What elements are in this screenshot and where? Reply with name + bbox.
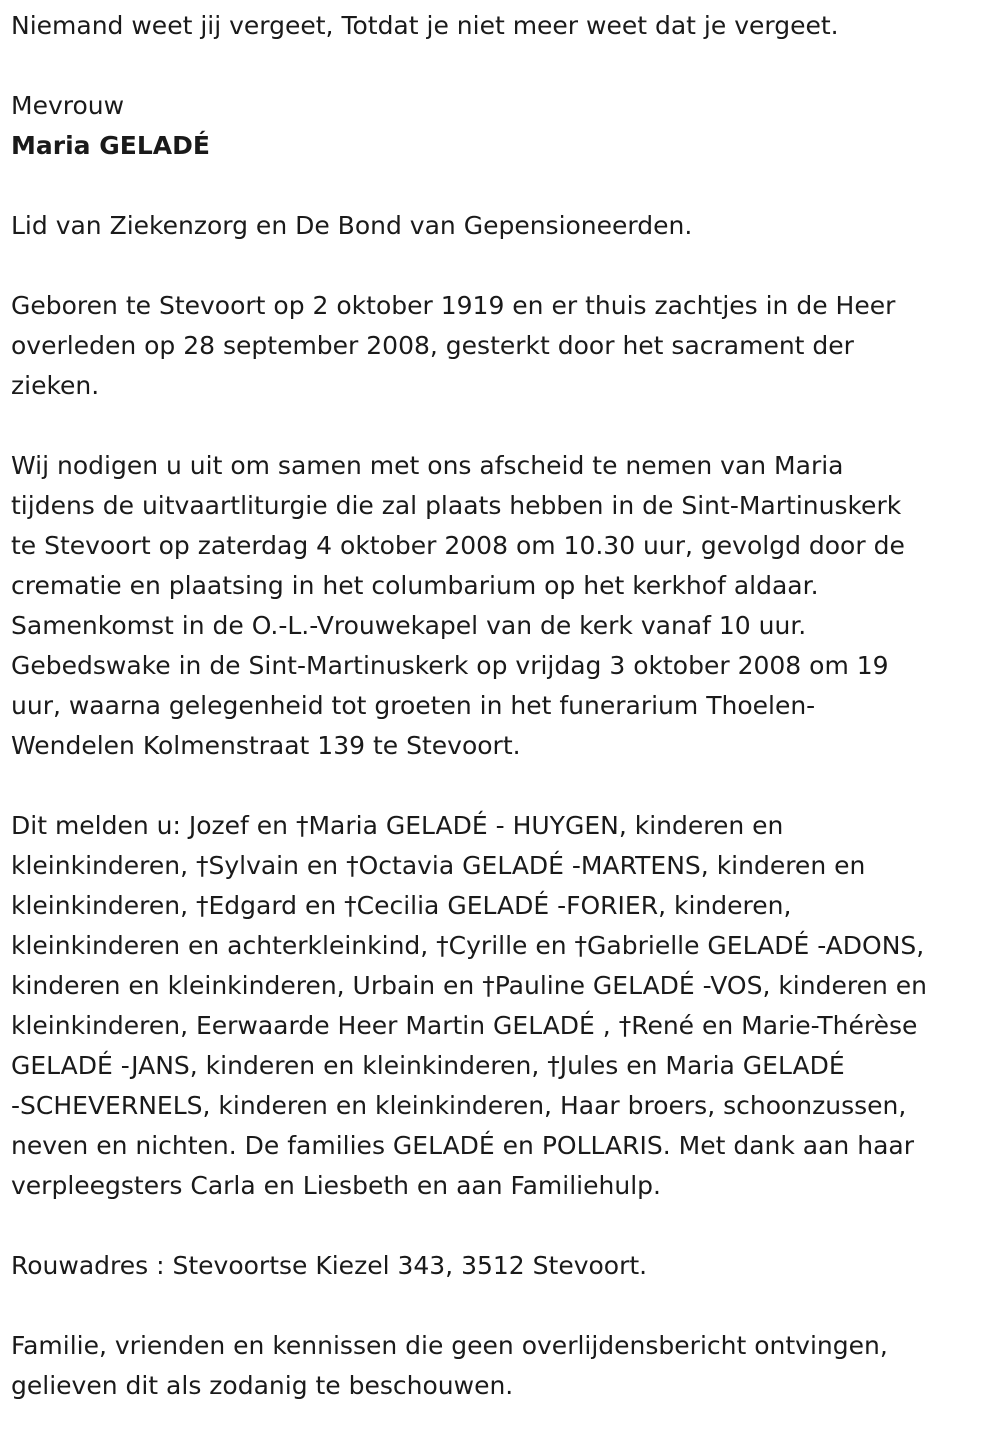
spacer [11,246,986,286]
closing-paragraph [11,1326,986,1406]
spacer [11,166,986,206]
obituary-document [11,6,986,1406]
paragraph-line: gelieven dit als zodanig te beschouwen. [11,1371,514,1400]
deceased-name: Maria GELADÉ [11,131,210,160]
paragraph-line: crematie en plaatsing in het columbarium op het kerkhof aldaar. [11,571,819,600]
paragraph-line: verpleegsters Carla en Liesbeth en aan Familiehulp. [11,1171,661,1200]
paragraph-line: Samenkomst in de O.-L.-Vrouwekapel van de kerk vanaf 10 uur. [11,611,807,640]
paragraph-line: kinderen en kleinkinderen, Urbain en †Pauline GELADÉ -VOS, kinderen en [11,971,927,1000]
spacer [11,1286,986,1326]
paragraph-line: kleinkinderen en achterkleinkind, †Cyrille en †Gabrielle GELADÉ -ADONS, [11,931,925,960]
paragraph-line: zieken. [11,371,100,400]
paragraph-line: uur, waarna gelegenheid tot groeten in het funerarium Thoelen- [11,691,816,720]
paragraph-line: neven en nichten. De families GELADÉ en POLLARIS. Met dank aan haar [11,1131,914,1160]
birth-death-paragraph [11,286,986,406]
paragraph-line: kleinkinderen, Eerwaarde Heer Martin GELADÉ , †René en Marie-Thérèse [11,1011,918,1040]
paragraph-line: GELADÉ -JANS, kinderen en kleinkinderen, †Jules en Maria GELADÉ [11,1051,845,1080]
title-prefix: Mevrouw [11,91,125,120]
spacer [11,46,986,86]
opening-quote: Niemand weet jij vergeet, Totdat je niet meer weet dat je vergeet. [11,11,839,40]
mourning-address: Rouwadres : Stevoortse Kiezel 343, 3512 Stevoort. [11,1251,648,1280]
invitation-paragraph [11,446,986,766]
paragraph-line: kleinkinderen, †Edgard en †Cecilia GELADÉ -FORIER, kinderen, [11,891,792,920]
paragraph-line: Familie, vrienden en kennissen die geen overlijdensbericht ontvingen, [11,1331,888,1360]
spacer [11,766,986,806]
paragraph-line: Wij nodigen u uit om samen met ons afscheid te nemen van Maria [11,451,844,480]
paragraph-line: te Stevoort op zaterdag 4 oktober 2008 om 10.30 uur, gevolgd door de [11,531,905,560]
paragraph-line: kleinkinderen, †Sylvain en †Octavia GELADÉ -MARTENS, kinderen en [11,851,866,880]
paragraph-line: tijdens de uitvaartliturgie die zal plaats hebben in de Sint-Martinuskerk [11,491,902,520]
paragraph-line: Geboren te Stevoort op 2 oktober 1919 en er thuis zachtjes in de Heer [11,291,896,320]
spacer [11,1206,986,1246]
paragraph-line: Dit melden u: Jozef en †Maria GELADÉ - HUYGEN, kinderen en [11,811,784,840]
paragraph-line: overleden op 28 september 2008, gesterkt door het sacrament der [11,331,854,360]
paragraph-line: -SCHEVERNELS, kinderen en kleinkinderen, Haar broers, schoonzussen, [11,1091,907,1120]
paragraph-line: Wendelen Kolmenstraat 139 te Stevoort. [11,731,521,760]
family-paragraph [11,806,986,1206]
paragraph-line: Gebedswake in de Sint-Martinuskerk op vrijdag 3 oktober 2008 om 19 [11,651,889,680]
spacer [11,406,986,446]
membership-text: Lid van Ziekenzorg en De Bond van Gepensioneerden. [11,211,693,240]
